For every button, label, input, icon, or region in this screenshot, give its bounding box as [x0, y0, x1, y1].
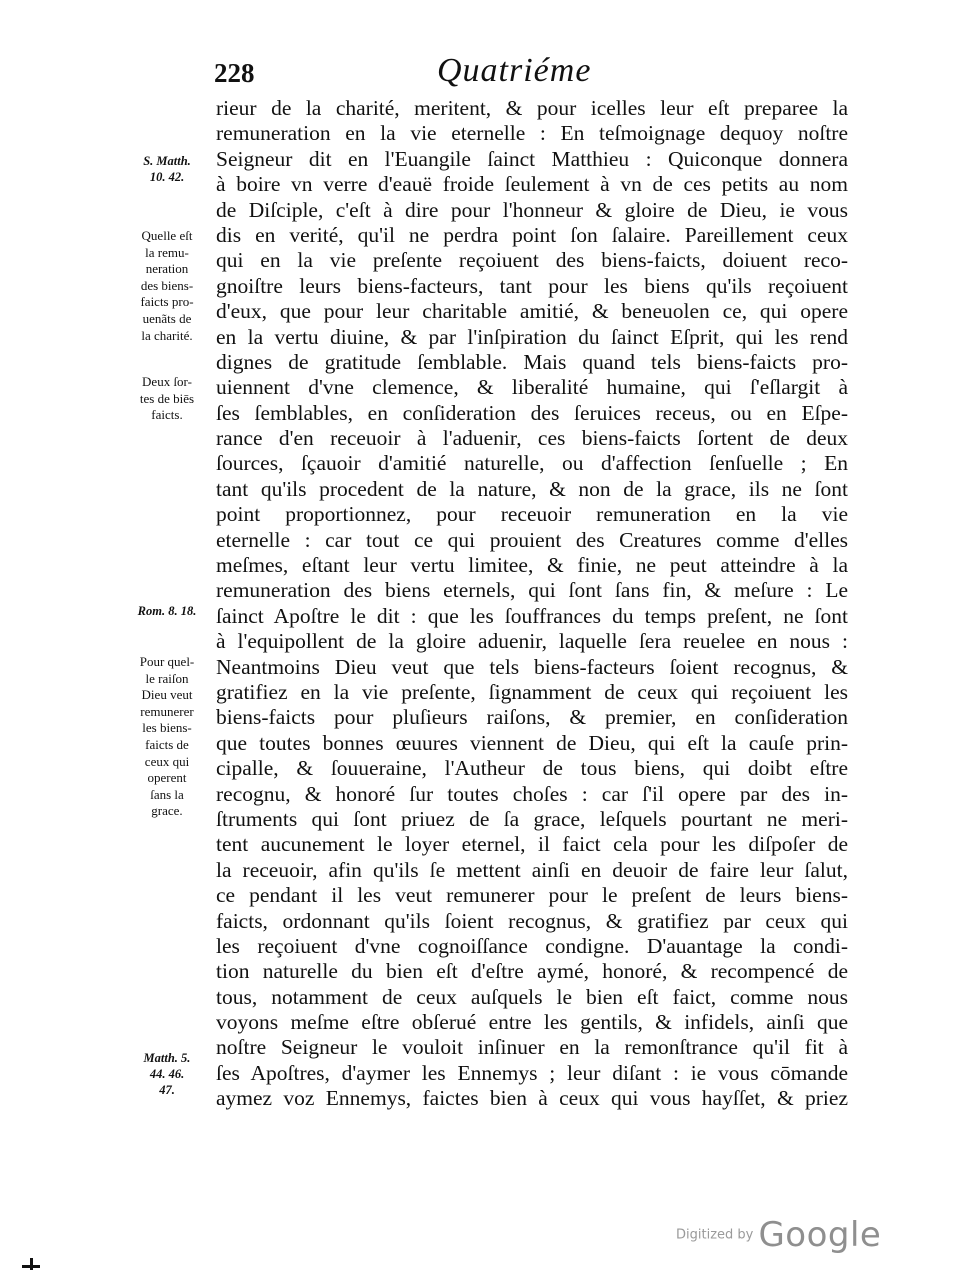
- text-line: ce pendant il les veut remunerer pour le preſent de leurs biens-: [216, 883, 848, 908]
- margin-note-line: Deux ſor-: [142, 374, 192, 389]
- text-line: uiennent d'vne clemence, & liberalité humaine, qui ſ'eſlargit à: [216, 375, 848, 400]
- margin-reference-matthew-10: [126, 153, 208, 185]
- text-line: les reçoiuent d'vne cognoiſſance condigne. D'auantage la condi-: [216, 933, 848, 958]
- text-line: ſources, ſçauoir d'amitié naturelle, ou d'affection ſenſuelle ; En: [216, 451, 848, 476]
- text-line: cipalle, & ſouueraine, l'Autheur de tous biens, qui doibt eſtre: [216, 756, 848, 781]
- margin-note-line: operent: [147, 770, 187, 786]
- margin-note-line: S. Matth.: [143, 154, 191, 168]
- text-line: qui en la vie preſente reçoiuent des biens-faicts, doiuent reco-: [216, 248, 848, 273]
- text-line: noſtre Seigneur le vouloit inſinuer en la remonſtrance qu'il fit à: [216, 1035, 848, 1060]
- margin-reference-matthew-5: [126, 1050, 208, 1098]
- margin-gloss-reason: [126, 654, 208, 820]
- text-line: tous, notamment de ceux auſquels le bien eſt faict, comme nous: [216, 984, 848, 1009]
- text-line: ſes ſemblables, en conſideration des ſeruices receus, ou en Eſpe-: [216, 400, 848, 425]
- scan-corner-mark-icon: [14, 1258, 40, 1270]
- text-line: ſainct Apoſtre le dit : que les ſouffrances du temps preſent, ne ſont: [216, 603, 848, 628]
- text-line: ſes Apoſtres, d'aymer les Ennemys ; leur diſant : ie vous cōmande: [216, 1060, 848, 1085]
- margin-note-line: 10. 42.: [149, 170, 185, 184]
- margin-note-line: les biens-: [142, 720, 192, 736]
- text-line: voyons meſme eſtre obſerué entre les gentils, & infidels, ainſi que: [216, 1010, 848, 1035]
- text-line: rieur de la charité, meritent, & pour icelles leur eſt preparee la: [216, 96, 848, 120]
- google-logo-icon: Google: [758, 1215, 882, 1255]
- text-line: tion naturelle du bien eſt d'eſtre aymé, honoré, & recompencé de: [216, 959, 848, 984]
- margin-note-line: 44. 46.: [149, 1067, 185, 1081]
- text-line: Neantmoins Dieu veut que tels biens-facteurs ſoient recognus, &: [216, 654, 848, 679]
- text-line: à boire vn verre d'eauë froide ſeulement à vn de ces petits au nom: [216, 172, 848, 197]
- text-line: Seigneur dit en l'Euangile ſainct Matthieu : Quiconque donnera: [216, 146, 848, 171]
- margin-note-line: Pour quel-: [139, 654, 195, 669]
- text-line: ſtruments qui ſont priuez de ſa grace, leſquels pourtant ne meri-: [216, 806, 848, 831]
- watermark-prefix: Digitized by: [676, 1227, 754, 1243]
- margin-note-line: faicts pro-: [140, 294, 194, 310]
- margin-note-line: ſans la: [150, 786, 184, 802]
- text-line: biens-faicts pour pluſieurs raiſons, & premier, en conſideration: [216, 705, 848, 730]
- digitized-watermark: [676, 1215, 881, 1255]
- margin-note-line: remunerer: [140, 703, 194, 719]
- margin-gloss-remuneration: [126, 228, 208, 344]
- margin-reference-romans-8: [126, 603, 208, 619]
- text-line: d'eux, que pour leur charitable amitié, & beneuolen ce, qui opere: [216, 299, 848, 324]
- text-line: à l'equipollent de la gloire aduenir, laquelle ſera reuelee en nous :: [216, 629, 848, 654]
- margin-note-line: le raiſon: [145, 670, 189, 686]
- text-line: dignes de gratitude ſemblable. Mais quand tels biens-faicts pro-: [216, 349, 848, 374]
- margin-note-line: Quelle eſt: [141, 228, 193, 243]
- margin-note-line: tes de biēs: [139, 390, 195, 406]
- margin-note-line: grace.: [151, 803, 183, 819]
- text-line: aymez voz Ennemys, faictes bien à ceux qui vous hayſſet, & priez: [216, 1086, 848, 1111]
- text-line: remuneration des biens eternels, qui ſont ſans fin, & meſure : Le: [216, 578, 848, 603]
- body-text: [216, 96, 848, 1112]
- text-line: tant qu'ils procedent de la nature, & non de la grace, ils ne ſont: [216, 476, 848, 501]
- margin-note-line: la charité.: [141, 327, 193, 343]
- margin-note-line: faicts.: [151, 407, 183, 423]
- margin-note-line: Dieu veut: [141, 687, 193, 703]
- text-line: rance d'en receuoir à l'aduenir, ces biens-faicts ſortent de deux: [216, 426, 848, 451]
- margin-gloss-two-kinds: [126, 374, 208, 424]
- margin-note-line: la remu-: [145, 244, 189, 260]
- margin-note-line: neration: [145, 261, 189, 277]
- text-line: gnoiſtre leurs biens-facteurs, tant pour les biens qu'ils reçoiuent: [216, 273, 848, 298]
- text-line: dis en verité, qu'il ne perdra point ſon ſalaire. Pareillement ceux: [216, 222, 848, 247]
- text-line: meſmes, eſtant leur vertu limitee, & finie, ne peut atteindre à la: [216, 553, 848, 578]
- text-line: faicts, ordonnant qu'ils ſoient recognus, & gratifiez par ceux qui: [216, 908, 848, 933]
- margin-note-line: des biens-: [140, 277, 194, 293]
- text-line: en la vertu diuine, & par l'inſpiration du ſainct Eſprit, qui les rend: [216, 324, 848, 349]
- running-head: Quatriéme: [437, 52, 592, 89]
- page-number: 228: [214, 58, 255, 88]
- text-line: que toutes bonnes œuures viennent de Dieu, qui eſt la cauſe prin-: [216, 730, 848, 755]
- margin-note-line: faicts de: [145, 736, 189, 752]
- margin-note-line: uenãts de: [142, 310, 192, 326]
- text-line: recognu, & honoré ſur toutes choſes : car ſ'il opere par des in-: [216, 781, 848, 806]
- text-line: tent aucunement le loyer eternel, il faict cela pour les diſpoſer de: [216, 832, 848, 857]
- margin-note-line: Rom. 8. 18.: [137, 604, 197, 618]
- text-line: eternelle : car tout ce qui prouient des Creatures comme d'elles: [216, 527, 848, 552]
- margin-note-line: ceux qui: [144, 753, 190, 769]
- text-line: gratifiez en la vie preſente, ſignamment de ceux qui reçoiuent les: [216, 679, 848, 704]
- text-line: point proportionnez, pour receuoir remuneration en la vie: [216, 502, 848, 527]
- margin-note-line: 47.: [159, 1083, 175, 1097]
- text-line: de Diſciple, c'eſt à dire pour l'honneur & gloire de Dieu, ie vous: [216, 197, 848, 222]
- text-line: la receuoir, afin qu'ils ſe mettent ainſi en deuoir de faire leur ſalut,: [216, 857, 848, 882]
- margin-note-line: Matth. 5.: [143, 1051, 191, 1065]
- text-line: remuneration en la vie eternelle : En teſmoignage dequoy noſtre: [216, 121, 848, 146]
